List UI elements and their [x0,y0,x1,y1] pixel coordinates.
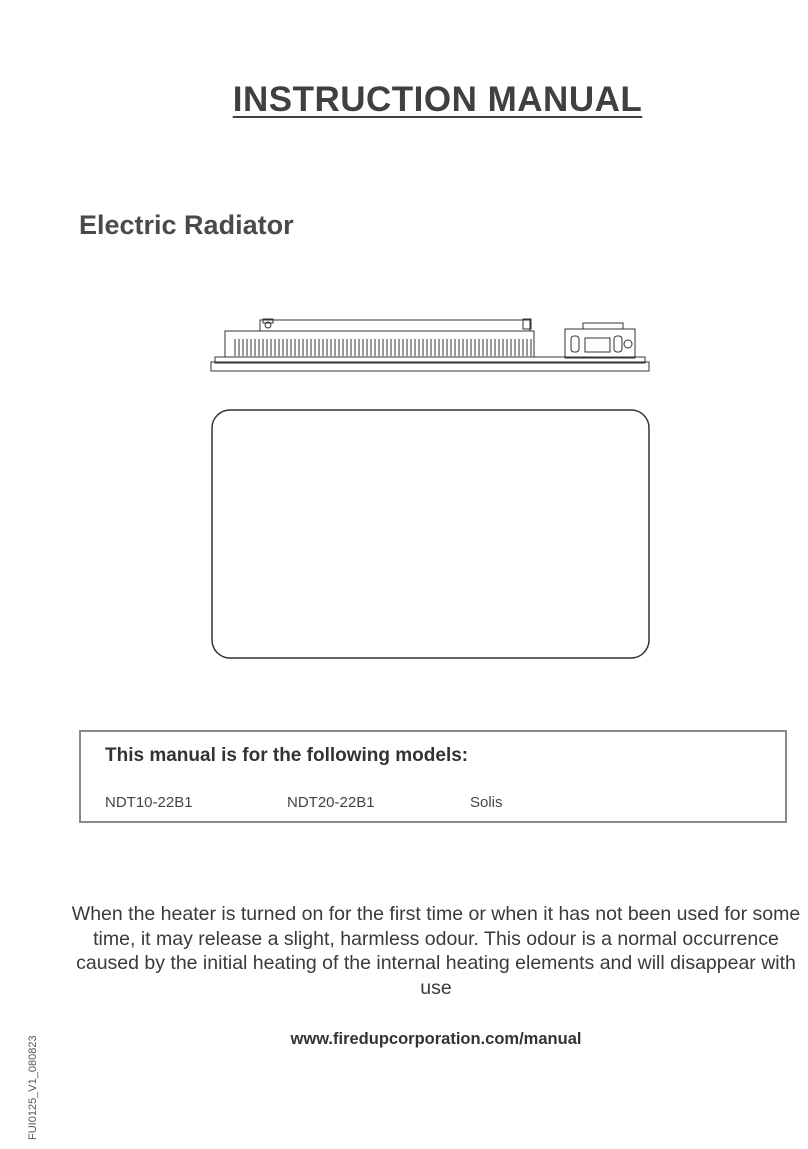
model-number: NDT10-22B1 [105,794,193,811]
radiator-vent-grille [235,339,531,356]
model-number: NDT20-22B1 [287,794,375,811]
model-name: Solis [470,794,503,811]
document-code: FUI0125_V1_080823 [27,1035,39,1140]
website-link[interactable]: www.firedupcorporation.com/manual [290,1030,582,1048]
page-title: INSTRUCTION MANUAL [232,80,643,119]
radiator-front-panel [212,410,649,658]
odour-notice: When the heater is turned on for the first time or when it has not been used for some time, it may release a slight, harmless odour. This odour is a normal occurrence caused by the initial heating of the internal heating elements and will disappear with use [71,903,801,999]
models-box [79,730,787,823]
models-heading: This manual is for the following models: [105,745,469,766]
radiator-illustration [205,314,655,664]
product-subtitle: Electric Radiator [79,210,294,240]
radiator-top-view [211,319,649,371]
